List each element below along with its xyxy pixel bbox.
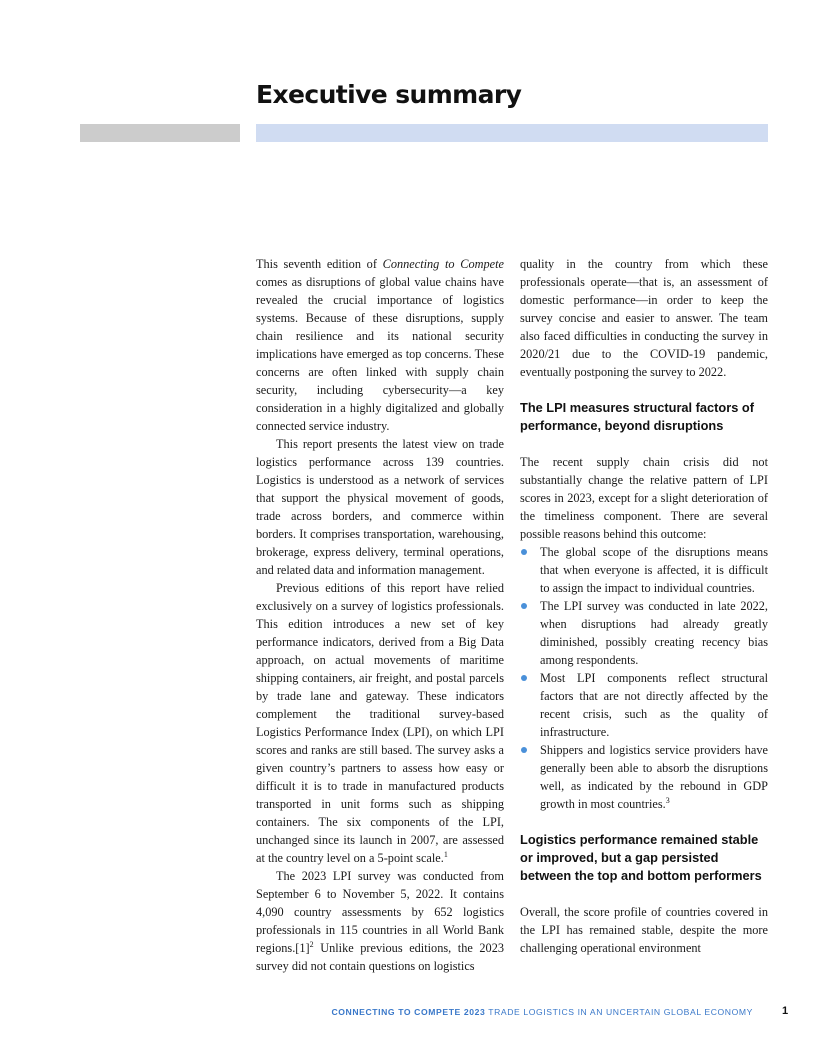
section-heading: Logistics performance remained stable or improved, but a gap persisted between the top and bottom performers <box>520 832 762 883</box>
text-run: Previous editions of this report have relied exclusively on a survey of logistics professionals. This edition introduces a new set of key performance indicators, derived from a Big Data approach, on actual movements of maritime shipping containers, air freight, and postal parcels by trade lane and gateway. These indicators complement the traditional survey-based Logistics Performance Index (LPI), on which LPI scores and ranks are still based. The survey asks a given country’s partners to assess how easy or difficult it is to trade in manufactured products transported in unit forms such as shipping containers. The six components of the LPI, unchanged since its launch in 2007, are assessed at the country level on a 5-point scale. <box>256 581 504 865</box>
bullet-dot-icon <box>521 603 527 609</box>
bullet-text: Shippers and logistics service providers have generally been able to absorb the disruptions well, as indicated by the rebound in GDP growth in most countries. <box>540 743 768 811</box>
bullet-text: The global scope of the disruptions means that when everyone is affected, it is difficult to assign the impact to individual countries. <box>540 545 768 595</box>
footnote-ref: 1 <box>443 849 448 859</box>
paragraph: quality in the country from which these professionals operate—that is, an assessment of domestic performance—in order to keep the survey concise and easier to answer. The team also faced difficulties in conducting the survey in 2020/21 due to the COVID-19 pandemic, eventually postponing the survey to 2022. <box>520 257 768 379</box>
paragraph: Overall, the score profile of countries covered in the LPI has remained stable, despite the more challenging operational environment <box>520 905 768 955</box>
running-footer <box>331 1007 753 1017</box>
bullet-list <box>520 543 768 813</box>
left-column <box>256 255 504 975</box>
text-run: comes as disruptions of global value chains have revealed the crucial importance of logistics systems. Because of these disruptions, supply chain resilience and its national security implications have emerged as top concerns. These concerns are often linked with supply chain security, including cybersecurity—a key consideration in a highly digitalized and globally connected service industry. <box>256 275 504 433</box>
footer-subtitle: TRADE LOGISTICS IN AN UNCERTAIN GLOBAL ECONOMY <box>485 1007 753 1017</box>
bullet-item <box>520 543 768 597</box>
footnote-ref: 2 <box>309 939 314 949</box>
paragraph <box>256 435 504 579</box>
section-heading: The LPI measures structural factors of performance, beyond disruptions <box>520 400 754 433</box>
text-run: Unlike previous editions, the 2023 survey did not contain questions on logistics <box>256 941 504 973</box>
bullet-item <box>520 597 768 669</box>
margin-band <box>80 124 240 142</box>
bullet-item <box>520 741 768 813</box>
paragraph <box>256 579 504 867</box>
page-number: 1 <box>782 1005 789 1017</box>
right-column <box>520 255 768 957</box>
paragraph <box>256 255 504 435</box>
bullet-dot-icon <box>521 549 527 555</box>
paragraph <box>256 867 504 975</box>
bullet-item <box>520 669 768 741</box>
footnote-ref: 3 <box>665 795 670 805</box>
bullet-dot-icon <box>521 675 527 681</box>
page-title: Executive summary <box>256 80 522 109</box>
report-title-italic: Connecting to Compete <box>382 257 504 271</box>
text-run: This report presents the latest view on trade logistics performance across 139 countries. Logistics is understood as a network of services that support the physical movement of goods, trade across borders, and commerce within borders. It comprises transportation, warehousing, brokerage, express delivery, terminal operations, and related data and information management. <box>256 437 504 577</box>
footer-brand: CONNECTING TO COMPETE 2023 <box>331 1007 486 1017</box>
paragraph: The recent supply chain crisis did not substantially change the relative pattern of LPI scores in 2023, except for a slight deterioration of the timeliness component. There are several possible reasons behind this outcome: <box>520 455 768 541</box>
text-run: This seventh edition of <box>256 257 383 271</box>
text-run: The 2023 LPI survey was conducted from September 6 to November 5, 2022. It contains 4,090 country assessments by 652 logistics professionals in 115 countries in all World Bank regions.[1] <box>256 869 504 955</box>
bullet-dot-icon <box>521 747 527 753</box>
bullet-text: Most LPI components reflect structural factors that are not directly affected by the recent crisis, such as the quality of infrastructure. <box>540 671 768 739</box>
bullet-text: The LPI survey was conducted in late 2022, when disruptions had already greatly diminished, possibly creating recency bias among respondents. <box>540 599 768 667</box>
title-band <box>256 124 768 142</box>
